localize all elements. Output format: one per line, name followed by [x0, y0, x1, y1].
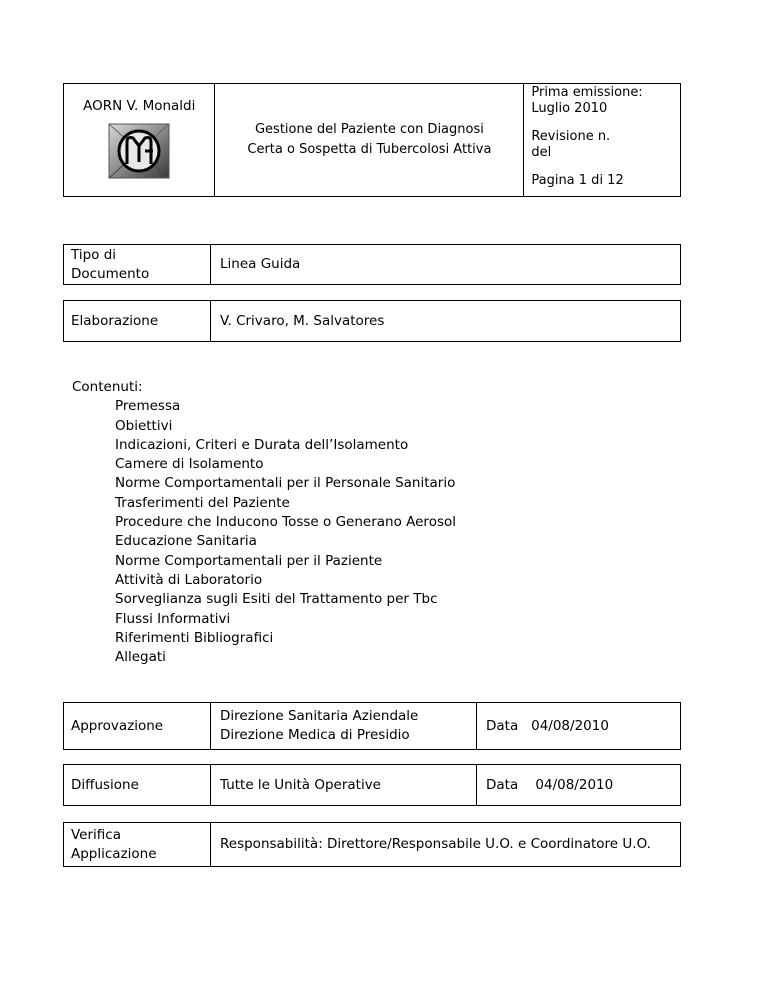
document-title-line-2: Certa o Sospetta di Tubercolosi Attiva [247, 142, 492, 157]
diffusion-date-label: Data [486, 777, 519, 793]
document-title-cell [215, 84, 524, 197]
contents-item: Allegati [115, 649, 166, 666]
contents-item: Indicazioni, Criteri e Durata dell’Isolamento [115, 436, 409, 453]
approval-label: Approvazione [64, 703, 211, 750]
doc-type-label-line-1: Tipo di [71, 246, 117, 263]
contents-item: Riferimenti Bibliografici [115, 629, 274, 646]
first-issue-date: Luglio 2010 [531, 101, 608, 116]
elaboration-table [63, 300, 681, 342]
diffusion-date-cell [477, 765, 681, 806]
contents-item: Norme Comportamentali per il Personale Sanitario [115, 475, 456, 492]
contents-list [72, 397, 456, 667]
revision-date-label: del [531, 145, 552, 160]
approval-value-line-2: Direzione Medica di Presidio [220, 727, 410, 743]
approval-date-label: Data [486, 718, 519, 734]
contents-item: Flussi Informativi [115, 610, 231, 627]
approval-value-line-1: Direzione Sanitaria Aziendale [220, 708, 419, 724]
organization-cell [64, 84, 215, 197]
doc-type-table [63, 244, 681, 285]
diffusion-table [63, 764, 681, 806]
diffusion-value: Tutte le Unità Operative [211, 765, 477, 806]
approval-date: 04/08/2010 [531, 718, 609, 734]
approval-value [211, 703, 477, 750]
verification-value: Responsabilità: Direttore/Responsabile U.O. e Coordinatore U.O. [211, 823, 681, 867]
contents-item: Educazione Sanitaria [115, 533, 257, 550]
revision-label: Revisione n. [531, 129, 611, 144]
doc-type-value: Linea Guida [211, 245, 681, 285]
contents-item: Obiettivi [115, 417, 173, 434]
elaboration-value: V. Crivaro, M. Salvatores [211, 301, 681, 342]
doc-type-label-line-2: Documento [71, 265, 150, 282]
contents-item: Norme Comportamentali per il Paziente [115, 552, 383, 569]
contents-item: Attività di Laboratorio [115, 571, 263, 588]
verification-label-line-1: Verifica [71, 826, 121, 843]
doc-type-label [64, 245, 211, 285]
contents-title: Contenuti: [72, 379, 143, 395]
approval-date-cell [477, 703, 681, 750]
page-number: Pagina 1 di 12 [531, 173, 624, 188]
elaboration-label: Elaborazione [64, 301, 211, 342]
contents-item: Premessa [115, 398, 181, 415]
verification-label [64, 823, 211, 867]
organization-name: AORN V. Monaldi [83, 98, 196, 114]
contents-item: Sorveglianza sugli Esiti del Trattamento per Tbc [115, 591, 438, 608]
diffusion-date: 04/08/2010 [535, 777, 614, 793]
contents-section [72, 378, 456, 667]
verification-table [63, 822, 681, 867]
contents-item: Procedure che Inducono Tosse o Generano Aerosol [115, 514, 456, 531]
verification-label-line-2: Applicazione [71, 845, 157, 862]
document-meta-cell [524, 84, 681, 197]
contents-item: Trasferimenti del Paziente [115, 494, 290, 511]
document-header [63, 83, 681, 197]
diffusion-label: Diffusione [64, 765, 211, 806]
first-issue-label: Prima emissione: [531, 85, 643, 100]
monaldi-logo-icon [107, 122, 171, 180]
approval-table [63, 702, 681, 750]
document-title-line-1: Gestione del Paziente con Diagnosi [254, 122, 484, 137]
contents-item: Camere di Isolamento [115, 456, 264, 473]
